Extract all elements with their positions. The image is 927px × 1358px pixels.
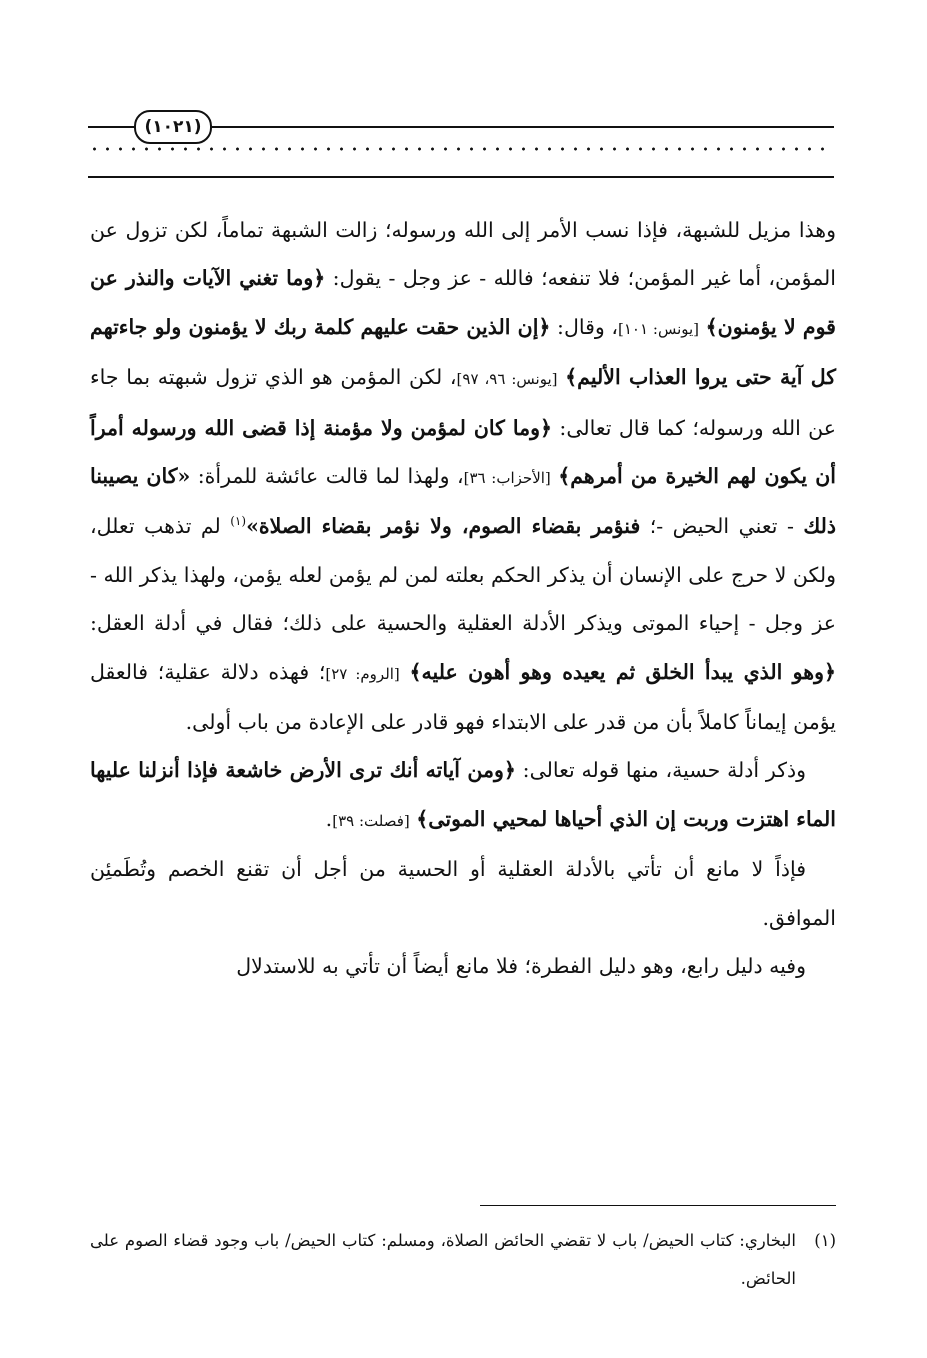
quote-text: فنؤمر بقضاء الصوم، ولا نؤمر بقضاء الصلاة» — [246, 514, 641, 539]
quote-text: ﴿وما كان لمؤمن ولا مؤمنة إذا قضى الله ورسوله أمراً أن يكون لهم الخيرة من أمرهم﴾ — [90, 415, 836, 489]
text-run: - تعني الحيض -؛ — [640, 514, 804, 539]
quote-text: ﴿إن الذين حقت عليهم كلمة ربك لا يؤمنون ولو جاءتهم كل آية حتى يروا العذاب الأليم﴾ — [90, 314, 836, 390]
paragraph — [90, 746, 836, 845]
footnote-text: البخاري: كتاب الحيض/ باب لا تقضي الحائض الصلاة، ومسلم: كتاب الحيض/ باب وجود قضاء الصوم على الحائض. — [90, 1231, 796, 1288]
header-dotted-rule — [88, 144, 834, 154]
text-run: وهذا مزيل للشبهة، فإذا نسب الأمر إلى الله ورسوله؛ زالت الشبهة تماماً، لكن تزول عن المؤمن، أما غير المؤمن؛ فلا تنفعه؛ فالله - عز وجل - يقول: — [90, 218, 836, 291]
footnote-separator — [480, 1205, 836, 1206]
text-run: ، لكن المؤمن هو الذي تزول شبهته بما جاء عن الله ورسوله؛ كما قال تعالى: — [90, 365, 836, 440]
text-run: فإذاً لا مانع أن تأتي بالأدلة العقلية أو الحسية من أجل أن تقنع الخصم وتُطَمئِن الموافق. — [90, 857, 836, 930]
text-run — [699, 315, 706, 339]
verse-reference: [الروم: ٢٧] — [325, 664, 400, 683]
verse-reference: [يونس: ١٠١] — [618, 319, 700, 338]
header-bottom-rule — [88, 176, 834, 178]
text-run: ؛ فهذه دلالة عقلية؛ فالعقل يؤمن إيماناً كاملاً بأن من قدر على الابتداء فهو قادر على الإعادة من باب أولى. — [90, 659, 836, 735]
verse-reference: [فصلت: ٣٩] — [332, 811, 410, 830]
paragraph — [90, 206, 836, 746]
footnote-number: (١) — [814, 1231, 836, 1250]
text-run — [400, 660, 410, 684]
text-run: ، وقال: — [550, 314, 619, 339]
page-number: (١٠٢١) — [134, 110, 212, 144]
text-run: وذكر أدلة حسية، منها قوله تعالى: — [515, 758, 806, 783]
paragraph — [90, 845, 836, 942]
quote-text: «كان يصيبنا ذلك — [90, 464, 836, 539]
footnote — [90, 1222, 836, 1298]
verse-reference: [يونس: ٩٦، ٩٧] — [456, 370, 558, 389]
text-run: . — [325, 806, 333, 831]
footnotes — [90, 1222, 836, 1298]
body-text — [90, 206, 836, 991]
quote-text: ﴿ومن آياته أنك ترى الأرض خاشعة فإذا أنزلنا عليها الماء اهتزت وربت إن الذي أحياها لمحيي الموتى﴾ — [90, 758, 836, 831]
footnote-marker: (١) — [230, 514, 247, 529]
paragraph — [90, 942, 836, 990]
quote-text: ﴿وهو الذي يبدأ الخلق ثم يعيده وهو أهون عليه﴾ — [409, 659, 836, 684]
quote-text: ﴿وما تغني الآيات والنذر عن قوم لا يؤمنون﴾ — [90, 266, 836, 339]
text-run: وفيه دليل رابع، وهو دليل الفطرة؛ فلا مانع أيضاً أن تأتي به للاستدلال — [236, 954, 806, 979]
text-run: لم تذهب تعلل، ولكن لا حرج على الإنسان أن يذكر الحكم بعلته لمن لم يؤمن لعله يؤمن، ولهذا يذكر الله - عز وجل - إحياء الموتى ويذكر الأدلة العقلية والحسية على ذلك؛ فقال في أدلة العقل: — [90, 514, 836, 636]
page-header — [88, 100, 834, 184]
verse-reference: [الأحزاب: ٣٦] — [463, 469, 551, 488]
text-run: ، ولهذا لما قالت عائشة للمرأة: — [190, 464, 464, 489]
